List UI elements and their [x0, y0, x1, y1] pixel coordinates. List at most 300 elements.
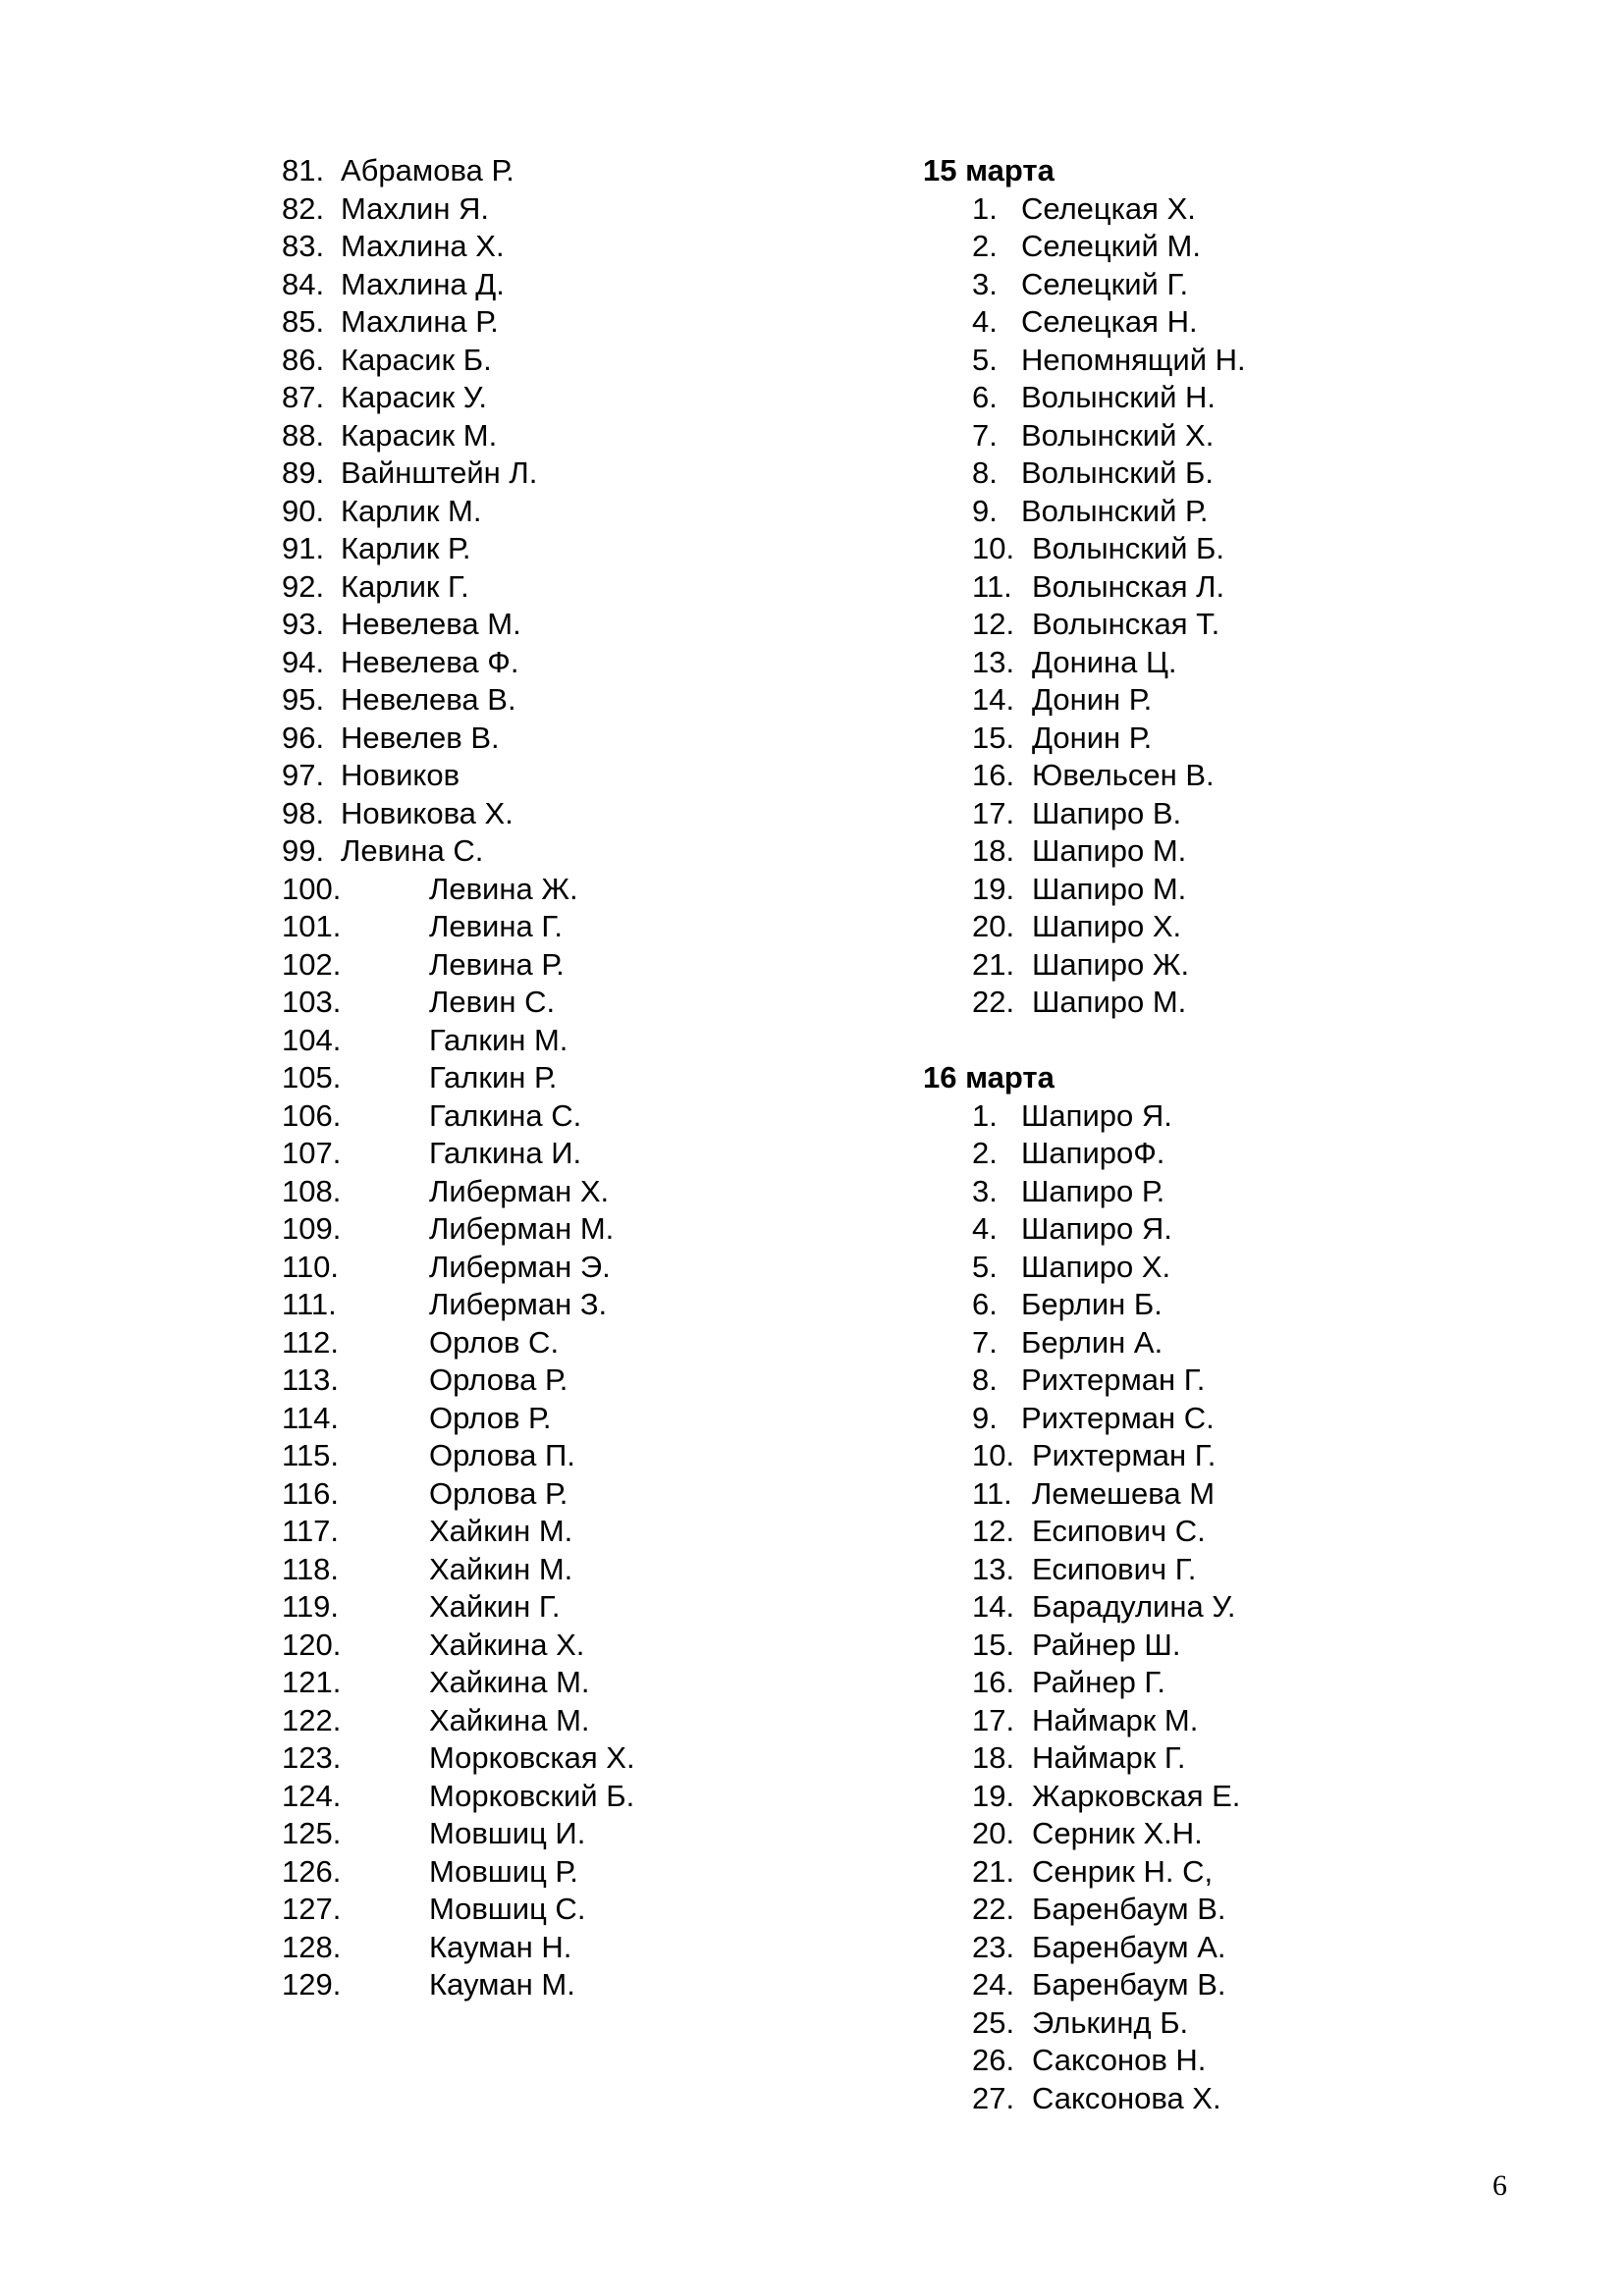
list-item-name: Кауман Н.	[429, 1929, 572, 1964]
list-item-number: 115.	[282, 1438, 340, 1472]
list-item-number: 15.	[972, 1627, 1015, 1662]
right-dated-lists	[923, 152, 1473, 2117]
list-item-name: Волынский Х.	[1021, 417, 1215, 453]
list-item	[282, 606, 832, 644]
list-item	[282, 568, 832, 607]
list-item-number: 124.	[282, 1778, 342, 1813]
list-item-number: 126.	[282, 1853, 342, 1889]
list-item-name: Галкин М.	[429, 1022, 568, 1057]
list-item-name: Шапиро Ж.	[1032, 946, 1190, 982]
list-item-number: 17.	[972, 795, 1015, 830]
list-item-name: Левина С.	[341, 833, 484, 868]
list-item-name: Шапиро М.	[1032, 985, 1187, 1019]
list-item-name: Рихтерман С.	[1021, 1400, 1215, 1435]
list-item	[972, 871, 1473, 909]
list-item-name: Донина Ц.	[1032, 644, 1177, 679]
list-item-name: Карлик Г.	[341, 568, 469, 604]
list-item	[282, 228, 832, 266]
list-item-name: Есипович Г.	[1032, 1551, 1197, 1586]
list-item	[972, 1778, 1473, 1816]
list-item	[972, 757, 1473, 795]
list-item-number: 19.	[972, 1778, 1015, 1813]
list-item-name: Волынский Б.	[1032, 531, 1224, 565]
list-item	[282, 1929, 832, 1967]
list-item-number: 22.	[972, 985, 1015, 1019]
list-item-name: Морковский Б.	[429, 1778, 635, 1813]
list-item-name: Наймарк Г.	[1032, 1740, 1186, 1775]
section-name-list	[923, 190, 1473, 1022]
list-item	[972, 1097, 1473, 1136]
list-item-number: 83.	[282, 229, 325, 263]
list-item-number: 3.	[972, 266, 998, 301]
list-item-number: 92.	[282, 568, 325, 604]
list-item-number: 5.	[972, 342, 998, 377]
list-item-name: Невелева М.	[341, 607, 521, 641]
list-item	[972, 1929, 1473, 1967]
list-item-name: Хайкина М.	[429, 1702, 590, 1737]
list-item	[282, 871, 832, 909]
list-item-number: 10.	[972, 1438, 1015, 1472]
list-item	[282, 1173, 832, 1211]
list-item-number: 91.	[282, 531, 325, 565]
list-item-name: Махлина Р.	[341, 304, 499, 339]
list-item	[282, 1815, 832, 1853]
list-item	[282, 1059, 832, 1097]
list-item-number: 129.	[282, 1967, 342, 2002]
list-item-number: 1.	[972, 190, 998, 226]
list-item	[972, 606, 1473, 644]
list-item-name: Галкина И.	[429, 1136, 582, 1170]
list-item-number: 116.	[282, 1475, 340, 1511]
list-item-name: Мовшиц И.	[429, 1816, 586, 1850]
list-item	[972, 644, 1473, 682]
list-item-number: 23.	[972, 1929, 1015, 1964]
list-item-name: Волынская Т.	[1032, 607, 1220, 641]
list-item	[972, 1437, 1473, 1475]
list-item-number: 81.	[282, 153, 325, 187]
list-item	[972, 1551, 1473, 1589]
list-item	[972, 720, 1473, 758]
list-item-name: Орлов Р.	[429, 1400, 552, 1435]
list-item-number: 2.	[972, 1136, 998, 1170]
section-date-heading: 15 марта	[923, 153, 1055, 187]
list-item-number: 13.	[972, 644, 1015, 679]
list-item	[972, 984, 1473, 1022]
list-item-number: 96.	[282, 720, 325, 755]
list-item	[972, 530, 1473, 568]
list-item-number: 113.	[282, 1362, 340, 1397]
list-item-name: Серник Х.Н.	[1032, 1816, 1203, 1850]
list-item-name: Элькинд Б.	[1032, 2004, 1189, 2040]
list-item	[282, 342, 832, 380]
list-item	[972, 1664, 1473, 1702]
list-item-name: Вайнштейн Л.	[341, 455, 538, 490]
list-item-name: Саксонова Х.	[1032, 2080, 1221, 2115]
list-item-name: Махлин Я.	[341, 190, 490, 226]
list-item-number: 21.	[972, 946, 1015, 982]
list-item-name: Лемешева М	[1032, 1475, 1216, 1511]
list-item-number: 8.	[972, 455, 998, 490]
list-item-name: Хайкина М.	[429, 1665, 590, 1699]
list-item-number: 128.	[282, 1929, 342, 1964]
list-item-name: Есипович С.	[1032, 1514, 1206, 1548]
list-item-name: Новикова Х.	[341, 795, 514, 830]
list-item-name: Невелева Ф.	[341, 644, 519, 679]
list-item-number: 120.	[282, 1627, 342, 1662]
section-date-heading: 16 марта	[923, 1060, 1055, 1095]
list-item	[972, 2080, 1473, 2118]
list-item-name: Райнер Г.	[1032, 1665, 1166, 1699]
list-item	[972, 568, 1473, 607]
list-item	[972, 1324, 1473, 1362]
list-item	[282, 1097, 832, 1136]
list-item	[972, 795, 1473, 833]
list-item-name: Сенрик Н. С,	[1032, 1853, 1214, 1889]
list-item	[972, 266, 1473, 304]
list-item	[972, 1286, 1473, 1324]
list-item	[282, 190, 832, 229]
list-item-name: Хайкин Г.	[429, 1589, 561, 1624]
list-item-name: Абрамова Р.	[341, 153, 514, 187]
list-item-number: 13.	[972, 1551, 1015, 1586]
list-item-name: Орлова П.	[429, 1438, 575, 1472]
list-item-name: Шапиро М.	[1032, 833, 1187, 868]
list-item	[972, 832, 1473, 871]
list-item-name: Либерман З.	[429, 1287, 608, 1321]
list-item	[282, 1891, 832, 1929]
list-item-number: 18.	[972, 833, 1015, 868]
list-item-number: 8.	[972, 1362, 998, 1397]
list-item-name: Донин Р.	[1032, 682, 1153, 717]
list-item	[282, 266, 832, 304]
list-item-number: 99.	[282, 833, 325, 868]
list-item	[282, 832, 832, 871]
list-item-name: Селецкий Г.	[1021, 266, 1189, 301]
list-item	[972, 379, 1473, 417]
list-item-name: Карасик У.	[341, 380, 487, 414]
list-item	[972, 1475, 1473, 1514]
list-item-number: 27.	[972, 2080, 1015, 2115]
list-item	[972, 493, 1473, 531]
list-item-number: 108.	[282, 1173, 342, 1208]
list-item-name: Непомнящий Н.	[1021, 342, 1246, 377]
list-item-number: 102.	[282, 946, 342, 982]
list-item-number: 26.	[972, 2043, 1015, 2077]
page-number: 6	[1492, 2169, 1507, 2202]
list-item-name: Наймарк М.	[1032, 1702, 1199, 1737]
list-item	[282, 493, 832, 531]
list-item-name: Карасик М.	[341, 417, 498, 453]
list-item	[972, 1627, 1473, 1665]
list-item-number: 6.	[972, 380, 998, 414]
list-item	[282, 1853, 832, 1892]
list-item	[282, 1627, 832, 1665]
list-item-number: 86.	[282, 342, 325, 377]
list-item-name: Новиков	[341, 758, 460, 792]
list-item-number: 119.	[282, 1589, 340, 1624]
list-item	[972, 1362, 1473, 1400]
list-item-number: 98.	[282, 795, 325, 830]
list-item	[972, 190, 1473, 229]
list-item-number: 100.	[282, 871, 342, 906]
list-item-name: Хайкин М.	[429, 1514, 573, 1548]
list-item-number: 122.	[282, 1702, 342, 1737]
list-item-number: 112.	[282, 1324, 340, 1360]
list-item	[282, 1513, 832, 1551]
list-item-name: Левина Р.	[429, 946, 565, 982]
list-item-name: Берлин А.	[1021, 1324, 1163, 1360]
list-item-name: Либерман М.	[429, 1211, 615, 1246]
list-item-number: 15.	[972, 720, 1015, 755]
section-name-list	[923, 1097, 1473, 2118]
list-item-number: 121.	[282, 1665, 342, 1699]
list-item-number: 104.	[282, 1022, 342, 1057]
list-item-number: 109.	[282, 1211, 342, 1246]
list-item	[972, 1891, 1473, 1929]
list-item-number: 1.	[972, 1097, 998, 1133]
list-item	[282, 720, 832, 758]
list-item	[282, 1286, 832, 1324]
list-item	[282, 946, 832, 985]
list-item	[972, 417, 1473, 455]
list-item-name: Махлина Х.	[341, 229, 505, 263]
list-item-name: Кауман М.	[429, 1967, 575, 2002]
list-item-number: 93.	[282, 607, 325, 641]
list-item-name: Волынский Н.	[1021, 380, 1217, 414]
list-item	[972, 303, 1473, 342]
list-item	[282, 417, 832, 455]
list-item-number: 101.	[282, 909, 342, 943]
list-item-name: Жарковская Е.	[1032, 1778, 1241, 1813]
list-item-number: 82.	[282, 190, 325, 226]
list-item-number: 4.	[972, 304, 998, 339]
list-item-name: Волынская Л.	[1032, 568, 1225, 604]
list-item-number: 11.	[972, 568, 1012, 604]
list-item-name: Галкина С.	[429, 1097, 582, 1133]
list-item	[972, 1400, 1473, 1438]
list-item-name: Шапиро Я.	[1021, 1211, 1172, 1246]
list-item-name: Рихтерман Г.	[1021, 1362, 1206, 1397]
list-item	[972, 1173, 1473, 1211]
list-item-number: 18.	[972, 1740, 1015, 1775]
left-name-list	[282, 152, 832, 2004]
list-item-number: 118.	[282, 1551, 340, 1586]
list-item-number: 19.	[972, 871, 1015, 906]
list-item	[282, 1022, 832, 1060]
list-item-number: 117.	[282, 1514, 340, 1548]
list-item	[972, 1702, 1473, 1740]
list-item-number: 94.	[282, 644, 325, 679]
list-item-number: 16.	[972, 1665, 1015, 1699]
list-item-name: Саксонов Н.	[1032, 2043, 1207, 2077]
list-item-name: Селецкий М.	[1021, 229, 1201, 263]
list-item-number: 12.	[972, 1514, 1015, 1548]
list-item-number: 5.	[972, 1249, 998, 1284]
list-item	[972, 1853, 1473, 1892]
list-item	[972, 946, 1473, 985]
list-item	[282, 1475, 832, 1514]
list-item-name: Волынский Б.	[1021, 455, 1214, 490]
list-item	[282, 303, 832, 342]
list-item-number: 20.	[972, 1816, 1015, 1850]
list-item-number: 16.	[972, 758, 1015, 792]
list-item-name: Карасик Б.	[341, 342, 492, 377]
list-item-number: 125.	[282, 1816, 342, 1850]
list-item-number: 7.	[972, 1324, 998, 1360]
list-item-number: 10.	[972, 531, 1015, 565]
list-item	[282, 1249, 832, 1287]
list-item-name: ШапироФ.	[1021, 1136, 1165, 1170]
list-item	[282, 1702, 832, 1740]
list-item	[282, 1778, 832, 1816]
list-item	[282, 454, 832, 493]
list-item-number: 9.	[972, 1400, 998, 1435]
list-item-name: Мовшиц С.	[429, 1892, 586, 1926]
list-item-number: 9.	[972, 493, 998, 528]
list-item-number: 84.	[282, 266, 325, 301]
list-item-number: 4.	[972, 1211, 998, 1246]
list-item	[972, 908, 1473, 946]
list-item-number: 90.	[282, 493, 325, 528]
list-item-number: 21.	[972, 1853, 1015, 1889]
list-item	[972, 1588, 1473, 1627]
list-item-number: 103.	[282, 985, 342, 1019]
list-item-number: 12.	[972, 607, 1015, 641]
list-item	[282, 530, 832, 568]
list-item	[972, 342, 1473, 380]
list-item-number: 111.	[282, 1287, 337, 1321]
list-item-number: 17.	[972, 1702, 1015, 1737]
list-item	[972, 2042, 1473, 2080]
list-item	[972, 1966, 1473, 2004]
list-item	[972, 1210, 1473, 1249]
list-item-number: 85.	[282, 304, 325, 339]
list-item	[282, 644, 832, 682]
list-item	[282, 379, 832, 417]
list-item-number: 89.	[282, 455, 325, 490]
list-item-name: Шапиро Х.	[1032, 909, 1182, 943]
list-item-number: 114.	[282, 1400, 340, 1435]
list-item	[282, 1135, 832, 1173]
list-item-name: Берлин Б.	[1021, 1287, 1163, 1321]
list-item-name: Шапиро Р.	[1021, 1173, 1165, 1208]
list-item	[282, 908, 832, 946]
list-item-name: Либерман Х.	[429, 1173, 610, 1208]
list-item-number: 87.	[282, 380, 325, 414]
list-item	[282, 152, 832, 190]
list-item-name: Морковская Х.	[429, 1740, 635, 1775]
list-item-number: 107.	[282, 1136, 342, 1170]
list-item-number: 3.	[972, 1173, 998, 1208]
list-item	[282, 1588, 832, 1627]
list-item-name: Левина Ж.	[429, 871, 578, 906]
list-item-number: 105.	[282, 1060, 342, 1095]
list-item	[282, 1362, 832, 1400]
list-item	[282, 1739, 832, 1778]
list-item-name: Невелев В.	[341, 720, 500, 755]
list-item-name: Орлова Р.	[429, 1362, 568, 1397]
list-item	[282, 1664, 832, 1702]
list-item	[972, 454, 1473, 493]
list-item-number: 11.	[972, 1475, 1012, 1511]
list-item-number: 95.	[282, 682, 325, 717]
list-item-number: 14.	[972, 1589, 1015, 1624]
list-item	[282, 681, 832, 720]
list-item-name: Левина Г.	[429, 909, 563, 943]
list-item-name: Рихтерман Г.	[1032, 1438, 1217, 1472]
list-item-name: Орлова Р.	[429, 1475, 568, 1511]
list-item	[282, 1324, 832, 1362]
list-item	[972, 1513, 1473, 1551]
list-item-name: Селецкая Х.	[1021, 190, 1196, 226]
list-item-name: Барадулина У.	[1032, 1589, 1236, 1624]
list-item-name: Левин С.	[429, 985, 556, 1019]
list-item	[282, 1400, 832, 1438]
list-item-number: 14.	[972, 682, 1015, 717]
list-item-name: Селецкая Н.	[1021, 304, 1198, 339]
list-item	[972, 228, 1473, 266]
list-item	[282, 757, 832, 795]
list-item-name: Ювельсен В.	[1032, 758, 1215, 792]
list-item-number: 127.	[282, 1892, 342, 1926]
list-item-name: Невелева В.	[341, 682, 516, 717]
list-item-name: Шапиро Я.	[1021, 1097, 1172, 1133]
list-item	[282, 1210, 832, 1249]
list-item-name: Баренбаум В.	[1032, 1967, 1226, 2002]
list-item-number: 106.	[282, 1097, 342, 1133]
list-item-name: Шапиро Х.	[1021, 1249, 1171, 1284]
list-item	[972, 1135, 1473, 1173]
list-item	[972, 1815, 1473, 1853]
list-item	[972, 681, 1473, 720]
list-item	[282, 1966, 832, 2004]
list-item	[282, 1551, 832, 1589]
list-item-number: 88.	[282, 417, 325, 453]
list-item-number: 97.	[282, 758, 325, 792]
list-item-name: Волынский Р.	[1021, 493, 1209, 528]
list-item-number: 25.	[972, 2004, 1015, 2040]
list-item-number: 110.	[282, 1249, 340, 1284]
list-item-number: 2.	[972, 229, 998, 263]
list-item-name: Карлик М.	[341, 493, 482, 528]
list-item-number: 7.	[972, 417, 998, 453]
list-item-name: Орлов С.	[429, 1324, 560, 1360]
list-item-number: 24.	[972, 1967, 1015, 2002]
list-item	[282, 1437, 832, 1475]
list-item	[972, 2004, 1473, 2043]
list-item-name: Галкин Р.	[429, 1060, 558, 1095]
list-item	[972, 1739, 1473, 1778]
list-item-name: Баренбаум В.	[1032, 1892, 1226, 1926]
list-item-name: Шапиро В.	[1032, 795, 1182, 830]
list-item-name: Райнер Ш.	[1032, 1627, 1181, 1662]
list-item-number: 123.	[282, 1740, 342, 1775]
list-item-name: Шапиро М.	[1032, 871, 1187, 906]
section-spacer	[923, 1022, 1473, 1060]
list-item	[972, 1249, 1473, 1287]
list-item-name: Либерман Э.	[429, 1249, 611, 1284]
list-item-name: Хайкин М.	[429, 1551, 573, 1586]
list-item-number: 20.	[972, 909, 1015, 943]
list-item-name: Мовшиц Р.	[429, 1853, 578, 1889]
list-item-name: Карлик Р.	[341, 531, 471, 565]
list-item	[282, 795, 832, 833]
list-item-name: Баренбаум А.	[1032, 1929, 1226, 1964]
list-item-name: Донин Р.	[1032, 720, 1153, 755]
list-item-name: Хайкина Х.	[429, 1627, 585, 1662]
list-item-number: 22.	[972, 1892, 1015, 1926]
list-item-number: 6.	[972, 1287, 998, 1321]
